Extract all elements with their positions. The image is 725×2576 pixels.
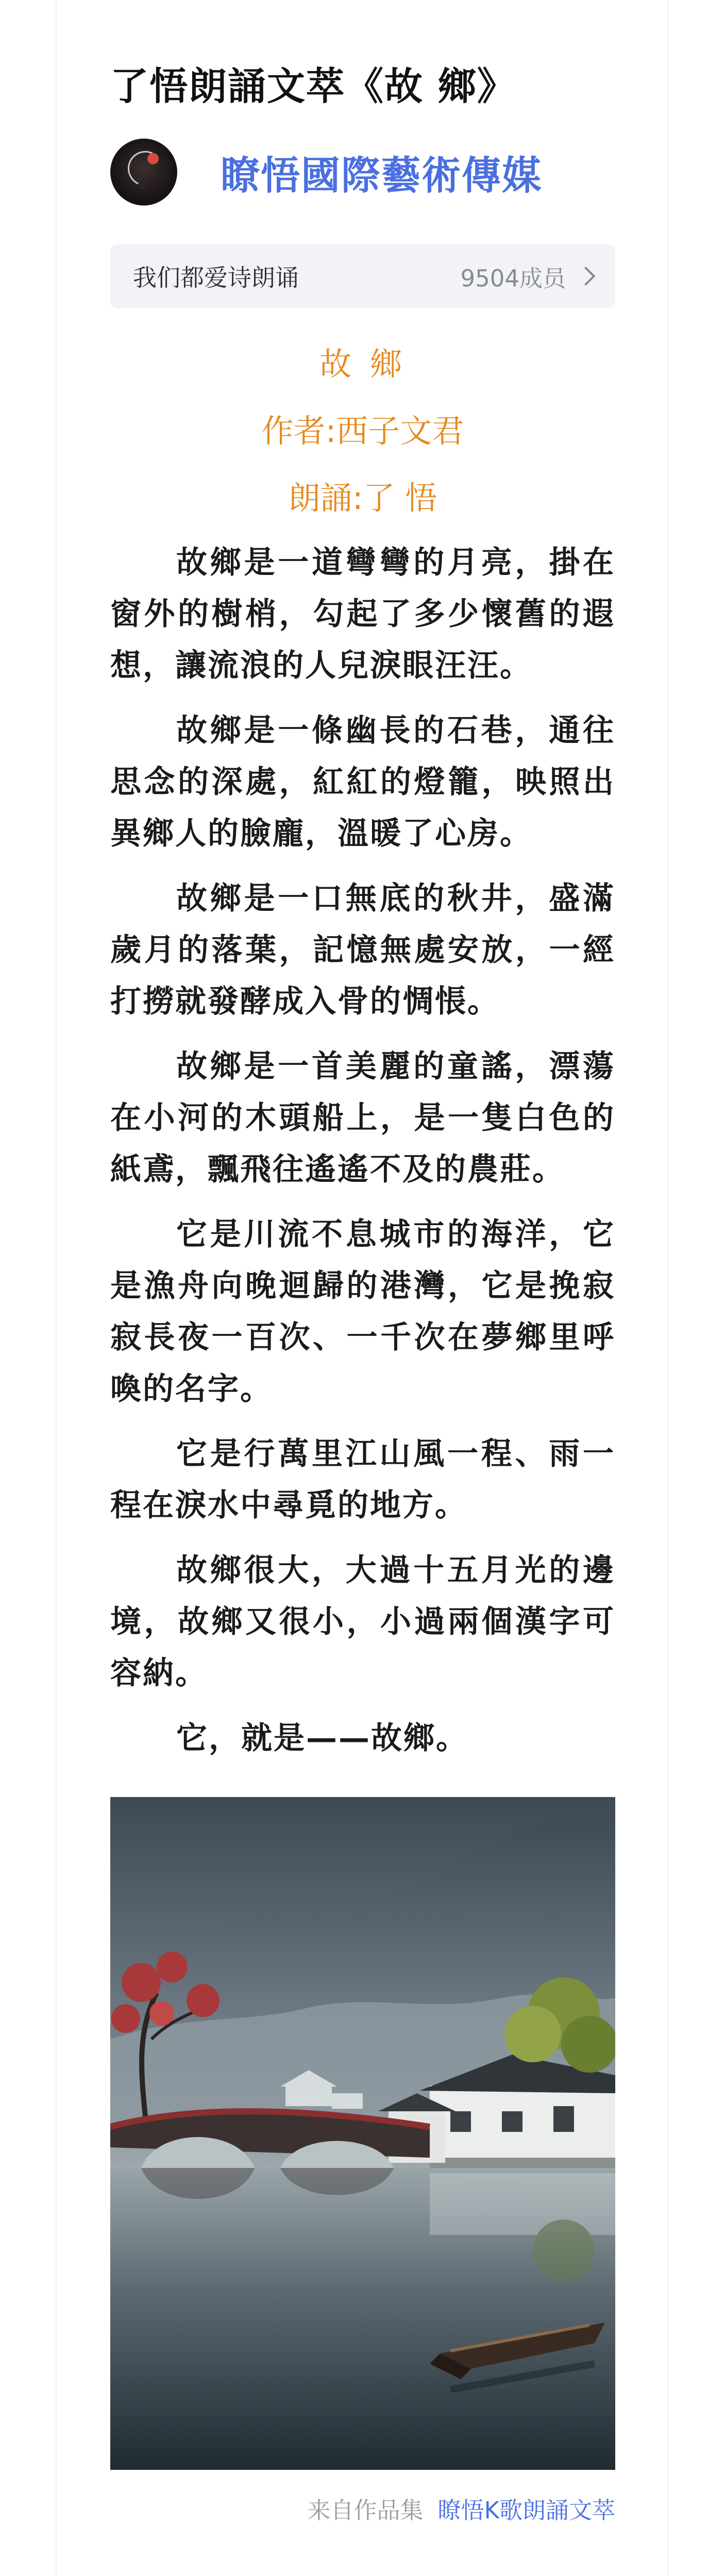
poem-paragraph: 故鄉是一口無底的秋井，盛滿歲月的落葉，記憶無處安放，一經打撈就發酵成入骨的惆悵。: [110, 880, 615, 1020]
poem-paragraph: 故鄉很大，大過十五月光的邊境，故鄉又很小，小過兩個漢字可容納。: [110, 1552, 615, 1691]
group-name: 我们都爱诗朗诵: [133, 264, 299, 292]
account-name[interactable]: 瞭悟國際藝術傳媒: [221, 152, 542, 198]
source-collection-link[interactable]: 瞭悟K歌朗誦文萃: [437, 2497, 615, 2524]
article-title: 了悟朗誦文萃《故 鄉》: [110, 64, 516, 109]
poem-author: 作者:西子文君: [261, 412, 464, 450]
misty-river-town-bridge-boat-photo[interactable]: [110, 1797, 615, 2470]
group-bar[interactable]: [110, 244, 615, 308]
chevron-right-icon: [577, 267, 596, 286]
poem-title: 故 鄉: [319, 345, 406, 383]
account-row[interactable]: [110, 136, 615, 208]
poem-paragraph: 故鄉是一道彎彎的月亮，掛在窗外的樹梢，勾起了多少懷舊的遐想，讓流浪的人兒淚眼汪汪。: [110, 545, 615, 684]
page-frame-left: [56, 0, 57, 2576]
moon-logo-avatar-icon[interactable]: · · ·: [110, 139, 177, 206]
poem-paragraph: 它是川流不息城市的海洋，它是漁舟向晚迴歸的港灣，它是挽寂寂長夜一百次、一千次在夢鄉里呼喚的名字。: [110, 1216, 615, 1407]
poem-paragraph: 故鄉是一首美麗的童謠，漂蕩在小河的木頭船上，是一隻白色的紙鳶，飄飛往遙遙不及的農莊。: [110, 1048, 615, 1188]
article-container: [110, 0, 615, 2529]
group-member-count: 9504成员: [460, 264, 566, 292]
poem-paragraph: 它，就是——故鄉。: [176, 1720, 468, 1756]
poem-paragraph: 故鄉是一條幽長的石巷，通往思念的深處，紅紅的燈籠，映照出異鄉人的臉龐，溫暖了心房。: [110, 713, 615, 852]
page-frame-right: [668, 0, 669, 2576]
poem-paragraph: 它是行萬里江山風一程、雨一程在淚水中尋覓的地方。: [110, 1436, 615, 1523]
poem-reader: 朗誦:了 悟: [288, 479, 437, 517]
source-line: [110, 2493, 615, 2529]
source-label: 来自作品集: [307, 2497, 424, 2524]
group-member-info: [460, 260, 593, 293]
